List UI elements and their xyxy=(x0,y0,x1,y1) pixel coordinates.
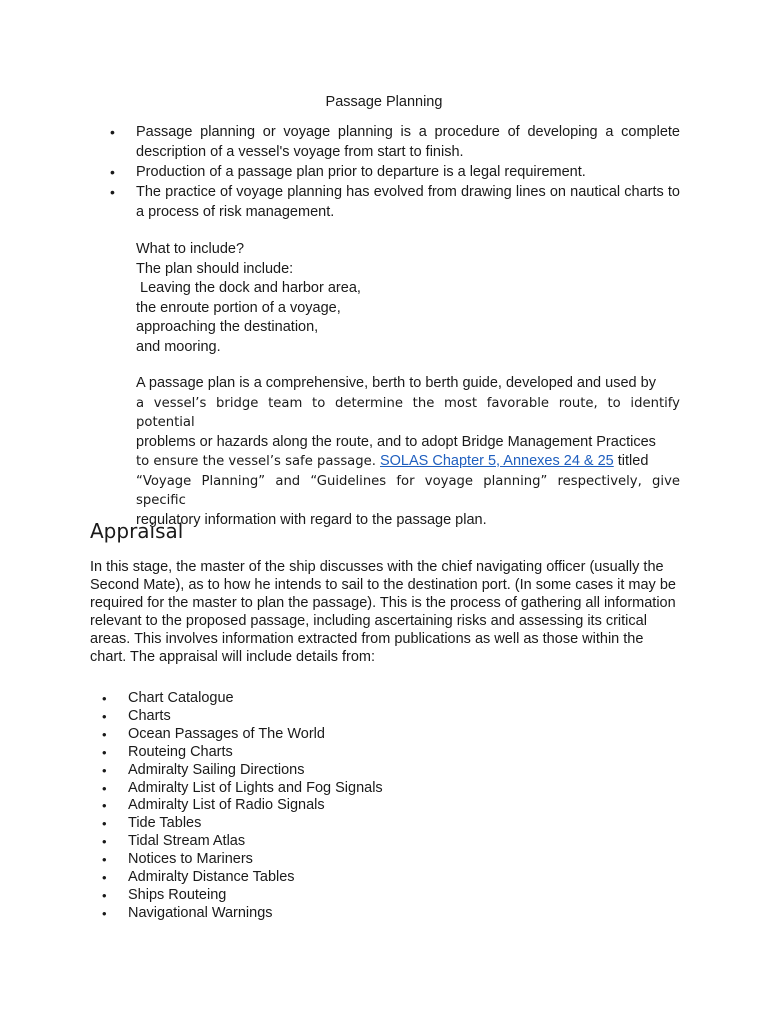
list-item-text: Admiralty List of Lights and Fog Signals xyxy=(128,779,383,796)
list-item xyxy=(102,708,602,726)
list-item xyxy=(102,726,602,744)
plan-line: problems or hazards along the route, and to adopt Bridge Management Practices xyxy=(136,433,656,450)
intro-bullet-list xyxy=(110,122,680,222)
list-item xyxy=(110,162,680,182)
appraisal-sources-list xyxy=(102,690,602,923)
list-item-text: Ships Routeing xyxy=(128,886,227,903)
list-item xyxy=(102,905,602,923)
list-item-text: Admiralty List of Radio Signals xyxy=(128,797,325,814)
list-item xyxy=(102,797,602,815)
bullet-icon: • xyxy=(102,870,107,886)
bullet-icon: • xyxy=(102,798,107,814)
bullet-icon: • xyxy=(102,726,107,742)
list-item-text: Chart Catalogue xyxy=(128,690,234,706)
bullet-icon: • xyxy=(102,852,107,868)
plan-line-text: to ensure the vessel’s safe passage. xyxy=(136,454,376,469)
include-line: the enroute portion of a voyage, xyxy=(136,299,341,316)
plan-line: “Voyage Planning” and “Guidelines for voyage planning” respectively, give specific xyxy=(136,473,680,508)
list-item-text: Admiralty Sailing Directions xyxy=(128,761,305,778)
list-item-text: Tidal Stream Atlas xyxy=(128,833,246,850)
plan-line: regulatory information with regard to the passage plan. xyxy=(136,511,487,528)
include-line: approaching the destination, xyxy=(136,319,319,335)
document-title: Passage Planning xyxy=(325,94,443,110)
include-line: The plan should include: xyxy=(136,260,294,277)
list-item xyxy=(110,182,680,222)
solas-link[interactable]: SOLAS Chapter 5, Annexes 24 & 25 xyxy=(379,453,614,469)
bullet-icon: • xyxy=(102,816,107,832)
bullet-icon: • xyxy=(102,780,107,796)
bullet-icon: • xyxy=(102,834,107,850)
list-item-text: Admiralty Distance Tables xyxy=(128,869,295,886)
list-item xyxy=(102,851,602,869)
list-item-text: Notices to Mariners xyxy=(128,851,253,868)
bullet-icon: • xyxy=(102,691,107,706)
list-item xyxy=(110,122,680,162)
bullet-icon: • xyxy=(102,762,107,778)
list-item xyxy=(102,762,602,780)
plan-line-text: titled xyxy=(617,453,649,469)
list-item-text: Production of a passage plan prior to departure is a legal requirement. xyxy=(136,164,586,180)
include-question: What to include? xyxy=(136,241,245,257)
list-item xyxy=(102,869,602,887)
list-item-text: Tide Tables xyxy=(128,815,202,832)
list-item-text: Passage planning or voyage planning is a procedure of developing a complete description of a vessel's voyage from start to finish. xyxy=(136,124,680,160)
list-item xyxy=(102,833,602,851)
list-item xyxy=(102,815,602,833)
list-item-text: Navigational Warnings xyxy=(128,904,273,921)
list-item-text: Routeing Charts xyxy=(128,743,233,760)
list-item xyxy=(102,780,602,798)
plan-line: A passage plan is a comprehensive, berth to berth guide, developed and used by xyxy=(136,375,656,391)
appraisal-paragraph: In this stage, the master of the ship discusses with the chief navigating officer (usually the Second Mate), as to how he intends to sail to the destination port. (In some cases it may be required for the master to plan the passage). This is the process of gathering all information relevant to the proposed passage, including ascertaining risks and assessing its critical areas. This involves information extracted from publications as well as those within the chart. The appraisal will include details from: xyxy=(90,559,676,665)
list-item-text: Ocean Passages of The World xyxy=(128,725,325,742)
passage-plan-paragraph xyxy=(136,374,680,530)
appraisal-heading: Appraisal xyxy=(90,519,184,543)
include-line: Leaving the dock and harbor area, xyxy=(136,280,361,296)
plan-line xyxy=(136,452,680,472)
bullet-icon: • xyxy=(102,905,107,921)
list-item xyxy=(102,887,602,905)
bullet-icon: • xyxy=(110,164,115,180)
list-item xyxy=(102,744,602,762)
include-section xyxy=(136,240,680,357)
bullet-icon: • xyxy=(110,184,115,200)
plan-line: a vessel’s bridge team to determine the most favorable route, to identify potential xyxy=(136,395,680,430)
bullet-icon: • xyxy=(110,124,115,140)
include-line: and mooring. xyxy=(136,338,221,355)
bullet-icon: • xyxy=(102,744,107,760)
list-item-text: Charts xyxy=(128,707,171,724)
list-item xyxy=(102,690,602,708)
list-item-text: The practice of voyage planning has evolved from drawing lines on nautical charts to a process of risk management. xyxy=(136,184,680,220)
bullet-icon: • xyxy=(102,887,107,903)
bullet-icon: • xyxy=(102,708,107,724)
